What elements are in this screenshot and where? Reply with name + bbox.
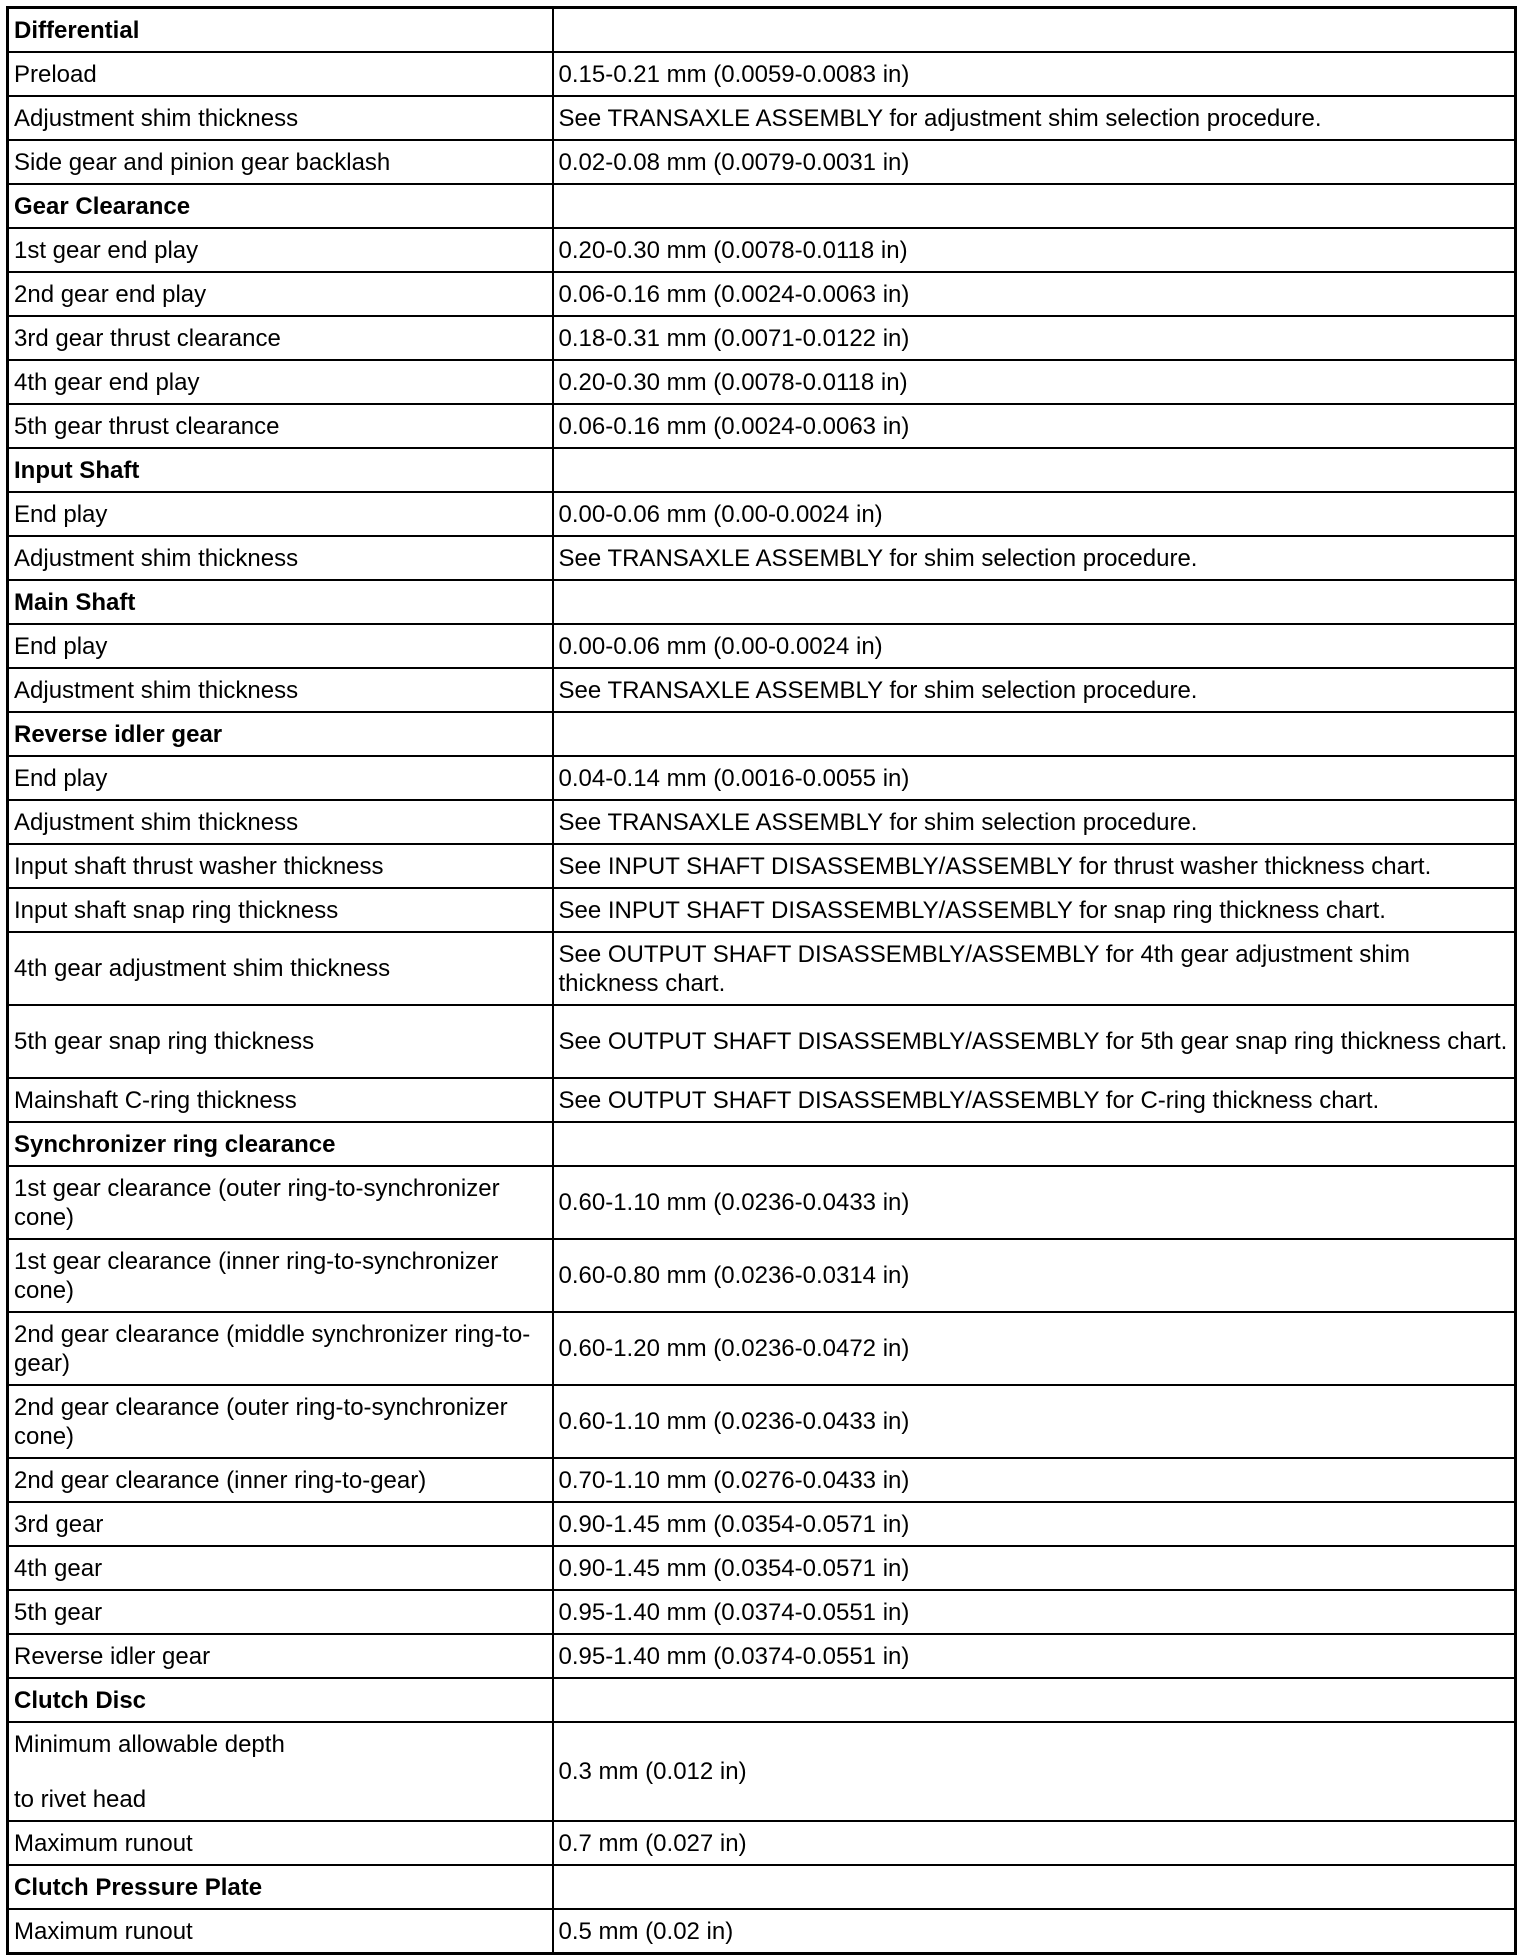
- spec-row: [8, 844, 1516, 888]
- spec-value: See INPUT SHAFT DISASSEMBLY/ASSEMBLY for thrust washer thickness chart.: [553, 844, 1516, 888]
- spec-value: 0.60-1.20 mm (0.0236-0.0472 in): [553, 1312, 1516, 1385]
- spec-label: End play: [8, 756, 553, 800]
- section-value: [553, 580, 1516, 624]
- spec-row: [8, 140, 1516, 184]
- spec-row: [8, 1312, 1516, 1385]
- section-value: [553, 8, 1516, 53]
- spec-value: 0.06-0.16 mm (0.0024-0.0063 in): [553, 272, 1516, 316]
- spec-row: [8, 404, 1516, 448]
- spec-value: 0.20-0.30 mm (0.0078-0.0118 in): [553, 360, 1516, 404]
- spec-row: [8, 1005, 1516, 1078]
- spec-value: See INPUT SHAFT DISASSEMBLY/ASSEMBLY for snap ring thickness chart.: [553, 888, 1516, 932]
- section-value: [553, 1678, 1516, 1722]
- spec-row: [8, 1634, 1516, 1678]
- section-title: Gear Clearance: [8, 184, 553, 228]
- spec-value: See TRANSAXLE ASSEMBLY for shim selection procedure.: [553, 800, 1516, 844]
- spec-row: [8, 1385, 1516, 1458]
- spec-label: Adjustment shim thickness: [8, 800, 553, 844]
- section-title: Clutch Disc: [8, 1678, 553, 1722]
- spec-row: [8, 1078, 1516, 1122]
- spec-label: Maximum runout: [8, 1909, 553, 1954]
- spec-label: Preload: [8, 52, 553, 96]
- spec-label: End play: [8, 624, 553, 668]
- spec-value: 0.95-1.40 mm (0.0374-0.0551 in): [553, 1634, 1516, 1678]
- spec-row: [8, 316, 1516, 360]
- spec-row: [8, 1166, 1516, 1239]
- spec-row: [8, 1590, 1516, 1634]
- spec-label: Reverse idler gear: [8, 1634, 553, 1678]
- section-value: [553, 1122, 1516, 1166]
- spec-value: 0.3 mm (0.012 in): [553, 1722, 1516, 1821]
- spec-value: 0.06-0.16 mm (0.0024-0.0063 in): [553, 404, 1516, 448]
- spec-label: 5th gear snap ring thickness: [8, 1005, 553, 1078]
- spec-label: End play: [8, 492, 553, 536]
- section-row: [8, 1865, 1516, 1909]
- spec-value: 0.70-1.10 mm (0.0276-0.0433 in): [553, 1458, 1516, 1502]
- section-title: Synchronizer ring clearance: [8, 1122, 553, 1166]
- specification-table: [6, 6, 1517, 1955]
- spec-value: 0.90-1.45 mm (0.0354-0.0571 in): [553, 1502, 1516, 1546]
- spec-value: See TRANSAXLE ASSEMBLY for shim selection procedure.: [553, 536, 1516, 580]
- spec-value: 0.02-0.08 mm (0.0079-0.0031 in): [553, 140, 1516, 184]
- section-title: Clutch Pressure Plate: [8, 1865, 553, 1909]
- spec-row: [8, 1722, 1516, 1821]
- section-row: [8, 448, 1516, 492]
- spec-value: See TRANSAXLE ASSEMBLY for adjustment shim selection procedure.: [553, 96, 1516, 140]
- spec-label: 1st gear clearance (outer ring-to-synchronizer cone): [8, 1166, 553, 1239]
- spec-row: [8, 800, 1516, 844]
- spec-row: [8, 536, 1516, 580]
- spec-value: 0.00-0.06 mm (0.00-0.0024 in): [553, 624, 1516, 668]
- spec-label: 1st gear end play: [8, 228, 553, 272]
- spec-row: [8, 1909, 1516, 1954]
- spec-row: [8, 52, 1516, 96]
- spec-value: 0.00-0.06 mm (0.00-0.0024 in): [553, 492, 1516, 536]
- spec-label: 2nd gear clearance (inner ring-to-gear): [8, 1458, 553, 1502]
- section-value: [553, 712, 1516, 756]
- spec-label: Side gear and pinion gear backlash: [8, 140, 553, 184]
- spec-label: 5th gear thrust clearance: [8, 404, 553, 448]
- spec-row: [8, 272, 1516, 316]
- spec-label: 4th gear: [8, 1546, 553, 1590]
- spec-value: 0.15-0.21 mm (0.0059-0.0083 in): [553, 52, 1516, 96]
- section-title: Differential: [8, 8, 553, 53]
- spec-value: See TRANSAXLE ASSEMBLY for shim selection procedure.: [553, 668, 1516, 712]
- spec-value: See OUTPUT SHAFT DISASSEMBLY/ASSEMBLY for C-ring thickness chart.: [553, 1078, 1516, 1122]
- spec-row: [8, 1239, 1516, 1312]
- spec-label: 2nd gear end play: [8, 272, 553, 316]
- spec-label-line: Minimum allowable depth: [14, 1730, 285, 1758]
- spec-label: Maximum runout: [8, 1821, 553, 1865]
- spec-label: Input shaft snap ring thickness: [8, 888, 553, 932]
- spec-row: [8, 888, 1516, 932]
- spec-label: 2nd gear clearance (outer ring-to-synchronizer cone): [8, 1385, 553, 1458]
- spec-label: 3rd gear: [8, 1502, 553, 1546]
- spec-row: [8, 1458, 1516, 1502]
- spec-label-line: to rivet head: [14, 1785, 147, 1813]
- spec-row: [8, 1821, 1516, 1865]
- spec-value: 0.60-1.10 mm (0.0236-0.0433 in): [553, 1385, 1516, 1458]
- section-value: [553, 448, 1516, 492]
- spec-label: 2nd gear clearance (middle synchronizer ring-to-gear): [8, 1312, 553, 1385]
- section-title: Reverse idler gear: [8, 712, 553, 756]
- spec-row: [8, 1502, 1516, 1546]
- section-title: Input Shaft: [8, 448, 553, 492]
- section-row: [8, 580, 1516, 624]
- spec-row: [8, 756, 1516, 800]
- spec-label: Input shaft thrust washer thickness: [8, 844, 553, 888]
- spec-value: See OUTPUT SHAFT DISASSEMBLY/ASSEMBLY for 4th gear adjustment shim thickness chart.: [553, 932, 1516, 1005]
- spec-value: 0.18-0.31 mm (0.0071-0.0122 in): [553, 316, 1516, 360]
- spec-label: 3rd gear thrust clearance: [8, 316, 553, 360]
- spec-value: 0.7 mm (0.027 in): [553, 1821, 1516, 1865]
- spec-label: Adjustment shim thickness: [8, 536, 553, 580]
- spec-label: [8, 1722, 553, 1821]
- section-title: Main Shaft: [8, 580, 553, 624]
- spec-row: [8, 360, 1516, 404]
- spec-row: [8, 228, 1516, 272]
- spec-value: See OUTPUT SHAFT DISASSEMBLY/ASSEMBLY for 5th gear snap ring thickness chart.: [553, 1005, 1516, 1078]
- section-row: [8, 712, 1516, 756]
- spec-row: [8, 492, 1516, 536]
- spec-value: 0.95-1.40 mm (0.0374-0.0551 in): [553, 1590, 1516, 1634]
- section-value: [553, 184, 1516, 228]
- spec-label: 4th gear end play: [8, 360, 553, 404]
- section-row: [8, 1122, 1516, 1166]
- spec-value: 0.90-1.45 mm (0.0354-0.0571 in): [553, 1546, 1516, 1590]
- spec-label: 4th gear adjustment shim thickness: [8, 932, 553, 1005]
- spec-value: 0.04-0.14 mm (0.0016-0.0055 in): [553, 756, 1516, 800]
- spec-label: 1st gear clearance (inner ring-to-synchronizer cone): [8, 1239, 553, 1312]
- section-row: [8, 1678, 1516, 1722]
- spec-value: 0.20-0.30 mm (0.0078-0.0118 in): [553, 228, 1516, 272]
- spec-label: Mainshaft C-ring thickness: [8, 1078, 553, 1122]
- spec-row: [8, 624, 1516, 668]
- spec-value: 0.60-0.80 mm (0.0236-0.0314 in): [553, 1239, 1516, 1312]
- spec-value: 0.60-1.10 mm (0.0236-0.0433 in): [553, 1166, 1516, 1239]
- spec-row: [8, 932, 1516, 1005]
- spec-label: 5th gear: [8, 1590, 553, 1634]
- spec-row: [8, 668, 1516, 712]
- section-row: [8, 8, 1516, 53]
- spec-label: Adjustment shim thickness: [8, 96, 553, 140]
- spec-row: [8, 1546, 1516, 1590]
- section-value: [553, 1865, 1516, 1909]
- section-row: [8, 184, 1516, 228]
- spec-label: Adjustment shim thickness: [8, 668, 553, 712]
- spec-row: [8, 96, 1516, 140]
- spec-value: 0.5 mm (0.02 in): [553, 1909, 1516, 1954]
